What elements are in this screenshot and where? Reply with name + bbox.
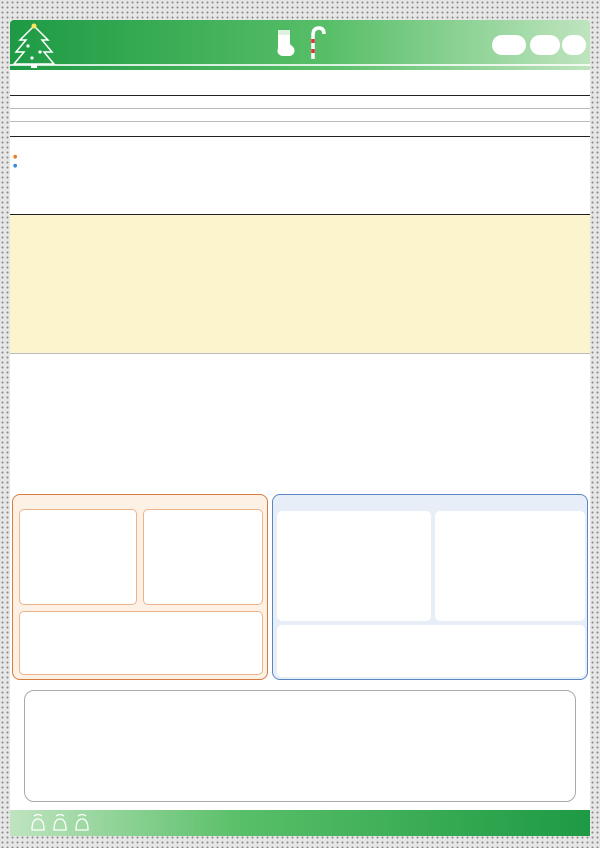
keywords-box (12, 494, 268, 680)
food-point-box (277, 511, 431, 621)
life-box (19, 509, 137, 605)
temperature-chart (10, 136, 590, 216)
divider (10, 121, 590, 122)
memo-box[interactable] (24, 690, 576, 802)
christmas-tree-icon (12, 22, 56, 68)
divider (10, 95, 590, 96)
month-en-badge (530, 35, 560, 55)
motivation-row-label (16, 370, 52, 465)
legend-high: ● (13, 154, 18, 160)
events-band (10, 215, 590, 353)
season-word-badge (562, 35, 586, 55)
footer-bar (10, 810, 590, 836)
candy-cane-icon (308, 25, 326, 61)
legend-low: ● (13, 163, 18, 169)
cloth-point-box (435, 511, 585, 621)
divider (10, 108, 590, 109)
bells-icon (28, 812, 98, 834)
christmas-sock-icon (274, 28, 296, 58)
lower-panel (10, 480, 590, 810)
divider (10, 353, 590, 354)
year-badge (492, 35, 526, 55)
header-rule (10, 64, 590, 66)
calendar-grid (10, 70, 590, 480)
promo-box (272, 494, 588, 680)
food-box (143, 509, 263, 605)
event-box (19, 611, 263, 675)
misc-point-box (277, 625, 585, 677)
calendar-header (10, 20, 590, 70)
